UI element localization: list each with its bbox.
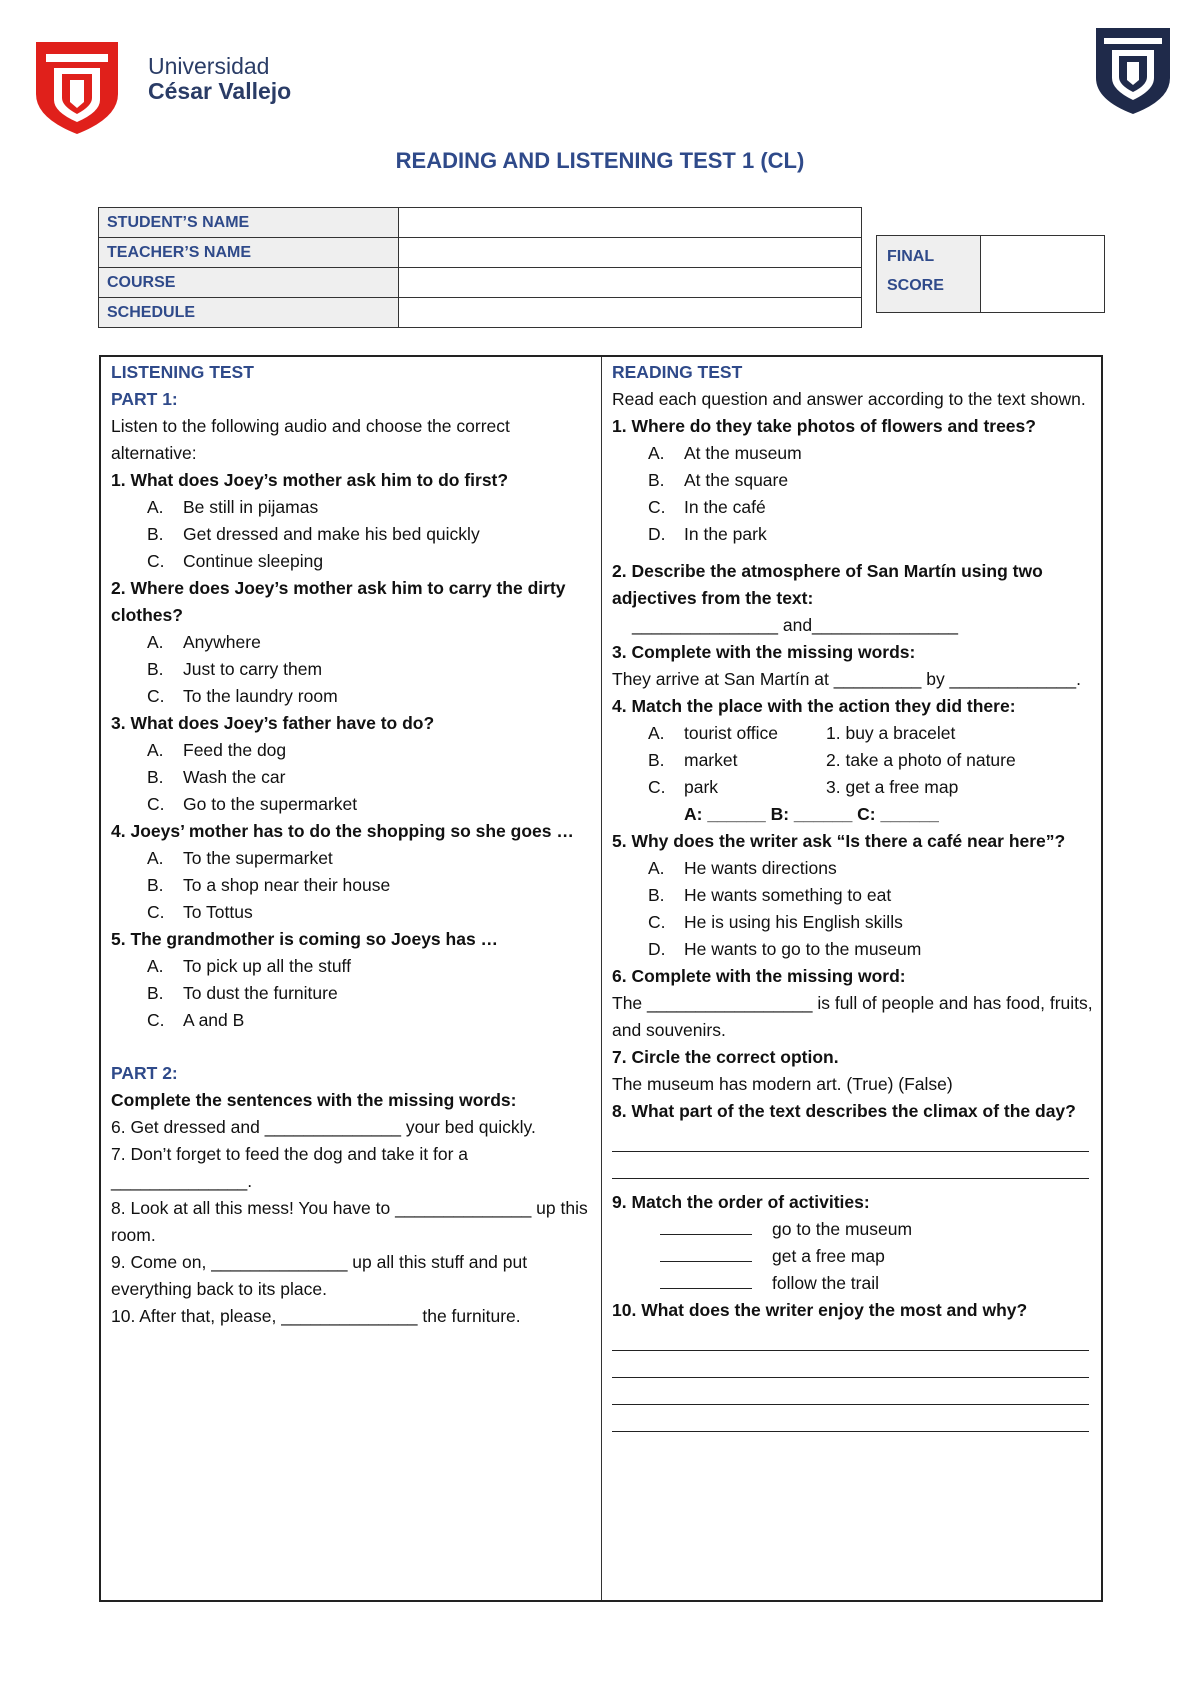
option-letter: B. — [147, 659, 164, 679]
option-letter: A. — [648, 443, 665, 463]
navy-shield-logo — [1096, 28, 1170, 114]
listening-q2: 2. Where does Joey’s mother ask him to carry the dirty clothes? — [111, 578, 566, 625]
option-letter: B. — [648, 470, 665, 490]
option-text: To the laundry room — [183, 686, 338, 706]
option-text: In the café — [684, 497, 766, 517]
order-blank[interactable] — [660, 1216, 752, 1235]
answer-line[interactable] — [612, 1324, 1089, 1351]
option-letter: A. — [147, 497, 164, 517]
option-text: He wants directions — [684, 858, 837, 878]
option[interactable] — [111, 764, 593, 791]
option[interactable] — [111, 845, 593, 872]
place: market — [684, 750, 738, 770]
match-row — [612, 774, 1095, 801]
option-text: He wants to go to the museum — [684, 939, 922, 959]
final-score-box — [876, 235, 1105, 313]
option[interactable] — [612, 909, 1095, 936]
activity: follow the trail — [772, 1273, 879, 1293]
option-text: Just to carry them — [183, 659, 323, 679]
option-letter: B. — [147, 767, 164, 787]
order-blank[interactable] — [660, 1243, 752, 1262]
option-text: Feed the dog — [183, 740, 287, 760]
option-text: To Tottus — [183, 902, 253, 922]
option[interactable] — [111, 899, 593, 926]
option[interactable] — [111, 656, 593, 683]
sentence-10: 10. After that, please, ______________ the furniture. — [111, 1306, 521, 1326]
option-letter: C. — [147, 902, 165, 922]
option[interactable] — [111, 980, 593, 1007]
sentence-9: 9. Come on, ______________ up all this stuff and put everything back to its place. — [111, 1252, 528, 1299]
reading-q5: 5. Why does the writer ask “Is there a café near here”? — [612, 831, 1066, 851]
option-text: He is using his English skills — [684, 912, 903, 932]
part1-instructions: Listen to the following audio and choose the correct alternative: — [111, 416, 510, 463]
reading-q10: 10. What does the writer enjoy the most and why? — [612, 1300, 1028, 1320]
listening-q1: 1. What does Joey’s mother ask him to do first? — [111, 470, 509, 490]
option[interactable] — [111, 872, 593, 899]
answer-line[interactable] — [612, 1125, 1089, 1152]
option-letter: A. — [147, 632, 164, 652]
option-letter: B. — [147, 875, 164, 895]
listening-q4: 4. Joeys’ mother has to do the shopping so she goes … — [111, 821, 574, 841]
reading-q3: 3. Complete with the missing words: — [612, 642, 916, 662]
part1-heading: PART 1: — [111, 389, 178, 409]
page-title: READING AND LISTENING TEST 1 (CL) — [395, 148, 805, 173]
option-text: To dust the furniture — [183, 983, 338, 1003]
place: tourist office — [684, 723, 779, 743]
option-text: Wash the car — [183, 767, 286, 787]
listening-heading: LISTENING TEST — [111, 362, 254, 382]
option-text: Be still in pijamas — [183, 497, 319, 517]
label-teacher-name: TEACHER’S NAME — [99, 238, 399, 268]
option[interactable] — [111, 953, 593, 980]
listening-q3: 3. What does Joey’s father have to do? — [111, 713, 435, 733]
action: 3. get a free map — [826, 777, 959, 797]
student-info-table — [98, 207, 862, 328]
university-shield-logo — [36, 42, 118, 134]
reading-instructions: Read each question and answer according to the text shown. — [612, 389, 1086, 409]
option-letter: C. — [147, 794, 165, 814]
q2-blank[interactable]: _______________ and_______________ — [632, 615, 959, 635]
option-letter: A. — [147, 956, 164, 976]
option-letter: D. — [648, 524, 666, 544]
option-letter: B. — [147, 983, 164, 1003]
option-letter: A. — [147, 848, 164, 868]
option[interactable] — [111, 548, 593, 575]
course-field[interactable] — [399, 268, 862, 298]
final-score-label — [877, 236, 981, 312]
option[interactable] — [612, 467, 1095, 494]
option[interactable] — [111, 683, 593, 710]
option[interactable] — [612, 521, 1095, 548]
order-item[interactable] — [612, 1270, 1095, 1297]
final-score-field[interactable] — [981, 236, 1104, 312]
university-name — [148, 54, 291, 104]
option[interactable] — [612, 494, 1095, 521]
order-blank[interactable] — [660, 1270, 752, 1289]
option-text: He wants something to eat — [684, 885, 892, 905]
option-text: Anywhere — [183, 632, 261, 652]
student-name-field[interactable] — [399, 208, 862, 238]
reading-q2: 2. Describe the atmosphere of San Martín using two adjectives from the text: — [612, 561, 1043, 608]
order-item[interactable] — [612, 1243, 1095, 1270]
q6-text[interactable]: The _________________ is full of people and has food, fruits, and souvenirs. — [612, 993, 1093, 1040]
option-text: Get dressed and make his bed quickly — [183, 524, 480, 544]
option[interactable] — [612, 855, 1095, 882]
sentence-6: 6. Get dressed and ______________ your bed quickly. — [111, 1117, 536, 1137]
reading-heading: READING TEST — [612, 362, 743, 382]
action: 2. take a photo of nature — [826, 750, 1016, 770]
option-letter: B. — [648, 885, 665, 905]
reading-column — [602, 357, 1103, 1600]
reading-q7: 7. Circle the correct option. — [612, 1047, 839, 1067]
option-text: Go to the supermarket — [183, 794, 358, 814]
sentence-8: 8. Look at all this mess! You have to ______________ up this room. — [111, 1198, 588, 1245]
option[interactable] — [111, 521, 593, 548]
option-text: At the museum — [684, 443, 802, 463]
part2-instructions: Complete the sentences with the missing words: — [111, 1090, 517, 1110]
option-text: To the supermarket — [183, 848, 333, 868]
answer-line[interactable] — [612, 1378, 1089, 1405]
option-letter: B. — [648, 750, 665, 770]
match-answer-blanks[interactable]: A: ______ B: ______ C: ______ — [684, 804, 939, 824]
schedule-field[interactable] — [399, 298, 862, 328]
option-letter: C. — [648, 777, 666, 797]
test-body — [99, 355, 1103, 1602]
label-student-name: STUDENT’S NAME — [99, 208, 399, 238]
option-text: Continue sleeping — [183, 551, 324, 571]
answer-line[interactable] — [612, 1152, 1089, 1179]
option-letter: C. — [648, 497, 666, 517]
q7-text[interactable]: The museum has modern art. (True) (False) — [612, 1074, 953, 1094]
reading-q4: 4. Match the place with the action they did there: — [612, 696, 1016, 716]
label-schedule: SCHEDULE — [99, 298, 399, 328]
label-course: COURSE — [99, 268, 399, 298]
option-letter: D. — [648, 939, 666, 959]
option-text: A and B — [183, 1010, 245, 1030]
option[interactable] — [111, 1007, 593, 1034]
option-letter: A. — [648, 858, 665, 878]
option-text: In the park — [684, 524, 767, 544]
part2-heading: PART 2: — [111, 1063, 178, 1083]
option-letter: B. — [147, 524, 164, 544]
action: 1. buy a bracelet — [826, 723, 956, 743]
q3-text[interactable]: They arrive at San Martín at _________ by _____________. — [612, 669, 1081, 689]
reading-q8: 8. What part of the text describes the climax of the day? — [612, 1101, 1076, 1121]
order-item[interactable] — [612, 1216, 1095, 1243]
reading-q9: 9. Match the order of activities: — [612, 1192, 870, 1212]
option[interactable] — [111, 494, 593, 521]
final-score-line2: SCORE — [887, 277, 944, 294]
listening-q5: 5. The grandmother is coming so Joeys has … — [111, 929, 499, 949]
place: park — [684, 777, 719, 797]
option-text: At the square — [684, 470, 789, 490]
option[interactable] — [111, 791, 593, 818]
option-letter: C. — [648, 912, 666, 932]
option[interactable] — [612, 882, 1095, 909]
option-letter: C. — [147, 551, 165, 571]
activity: go to the museum — [772, 1219, 913, 1239]
option-letter: C. — [147, 686, 165, 706]
option-letter: C. — [147, 1010, 165, 1030]
answer-line[interactable] — [612, 1405, 1089, 1432]
match-row — [612, 747, 1095, 774]
listening-column — [101, 357, 602, 1600]
teacher-name-field[interactable] — [399, 238, 862, 268]
option-letter: A. — [648, 723, 665, 743]
university-line2: César Vallejo — [148, 78, 292, 104]
activity: get a free map — [772, 1246, 885, 1266]
answer-line[interactable] — [612, 1351, 1089, 1378]
reading-q1: 1. Where do they take photos of flowers and trees? — [612, 416, 1036, 436]
option[interactable] — [111, 737, 593, 764]
final-score-line1: FINAL — [887, 248, 935, 265]
sentence-7: 7. Don’t forget to feed the dog and take it for a ______________. — [111, 1144, 469, 1191]
option[interactable] — [612, 936, 1095, 963]
option-text: To pick up all the stuff — [183, 956, 351, 976]
option[interactable] — [111, 629, 593, 656]
option[interactable] — [612, 440, 1095, 467]
match-row — [612, 720, 1095, 747]
university-line1: Universidad — [148, 53, 270, 79]
reading-q6: 6. Complete with the missing word: — [612, 966, 906, 986]
option-text: To a shop near their house — [183, 875, 391, 895]
option-letter: A. — [147, 740, 164, 760]
